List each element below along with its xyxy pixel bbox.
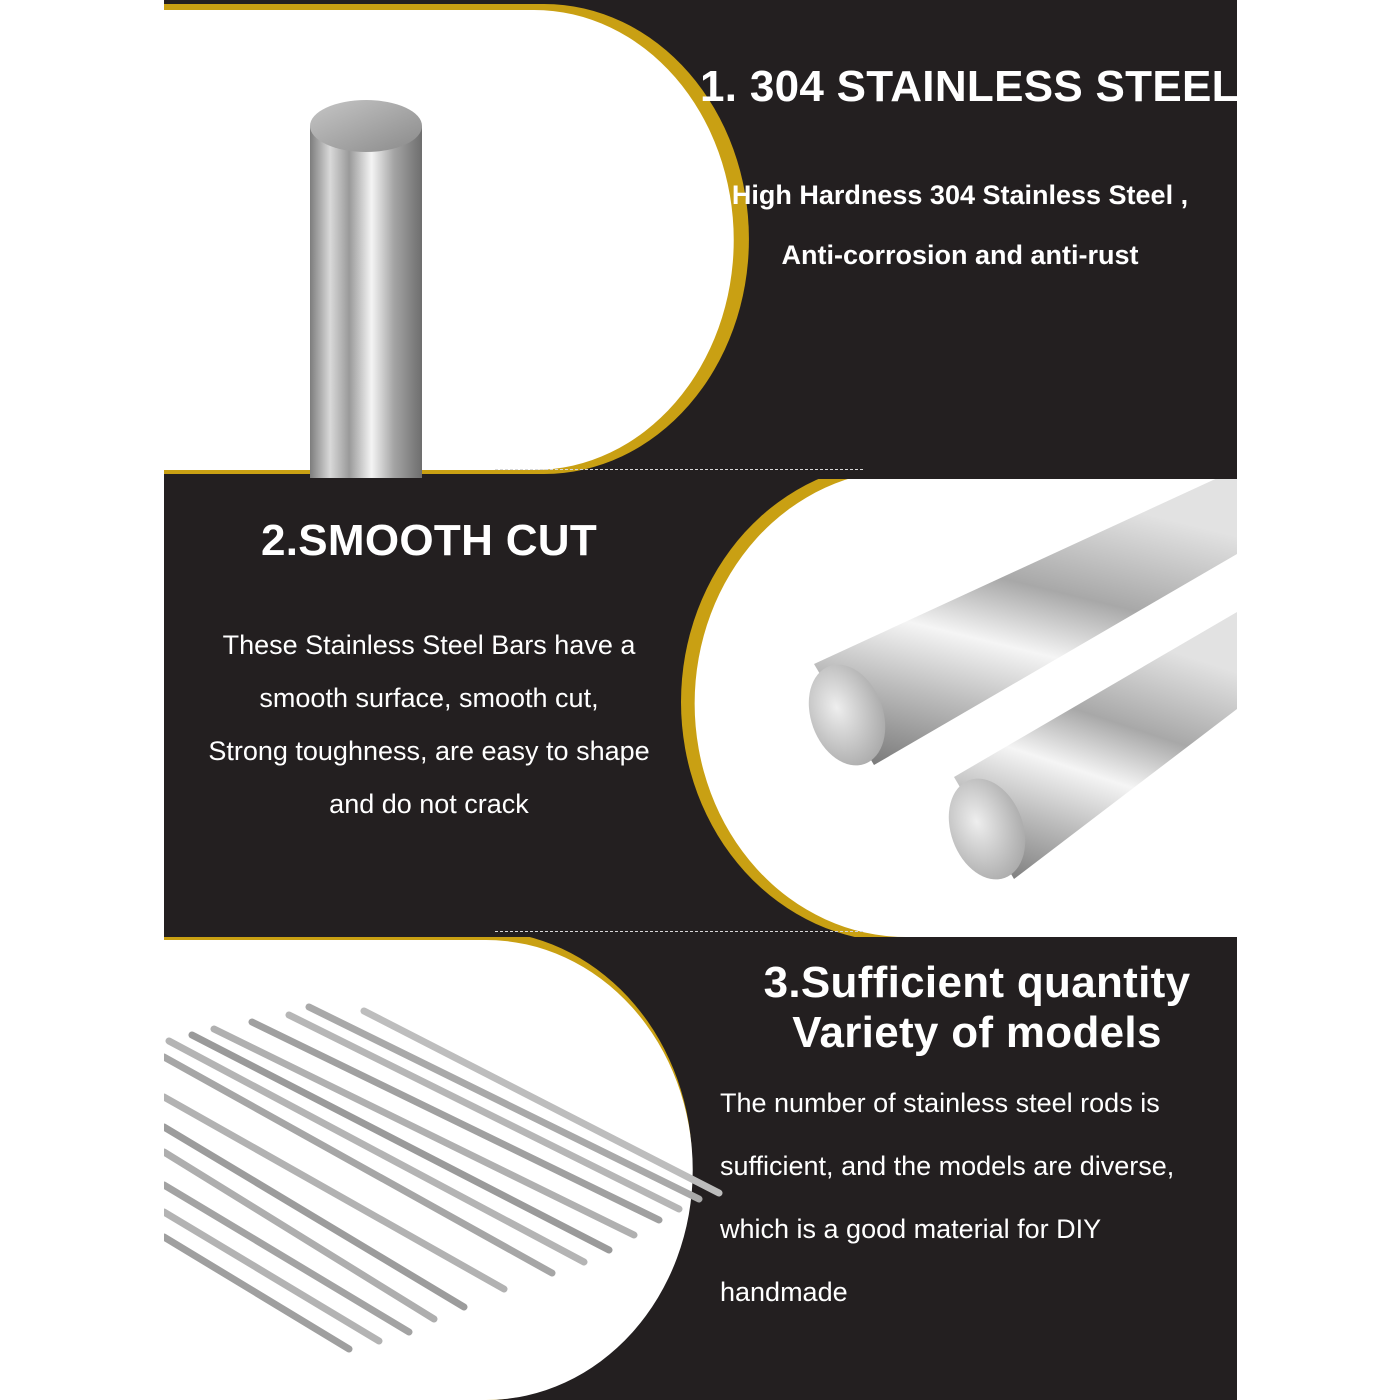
section-1-line: Anti-corrosion and anti-rust [781, 239, 1139, 270]
section-3-line: which is a good material for DIY [720, 1214, 1102, 1244]
section-3-paragraph [712, 1072, 1242, 1324]
dashed-divider [495, 469, 863, 470]
section-2-line: Strong toughness, are easy to shape [208, 735, 650, 766]
steel-rod-image [310, 100, 422, 478]
section-2-text [164, 516, 694, 831]
white-image-area [164, 10, 734, 470]
section-3-title: 3.Sufficient quantity [763, 958, 1191, 1007]
section-3-subtitle: Variety of models [792, 1008, 1162, 1057]
section-1-line: High Hardness 304 Stainless Steel , [731, 179, 1189, 210]
white-image-area [164, 940, 693, 1400]
section-3-line: handmade [720, 1277, 848, 1307]
section-3-line: sufficient, and the models are diverse, [720, 1151, 1175, 1181]
dashed-divider [495, 931, 863, 932]
section-2-line: These Stainless Steel Bars have a [222, 629, 636, 660]
section-1-text [700, 62, 1239, 285]
section-3-line: The number of stainless steel rods is [720, 1088, 1160, 1118]
section-3-text [712, 958, 1242, 1324]
section-1-title: 1. 304 STAINLESS STEEL [700, 62, 1239, 111]
section-2-line: and do not crack [329, 788, 529, 819]
section-2-title: 2.SMOOTH CUT [260, 516, 598, 565]
section-2-line: smooth surface, smooth cut, [259, 682, 599, 713]
